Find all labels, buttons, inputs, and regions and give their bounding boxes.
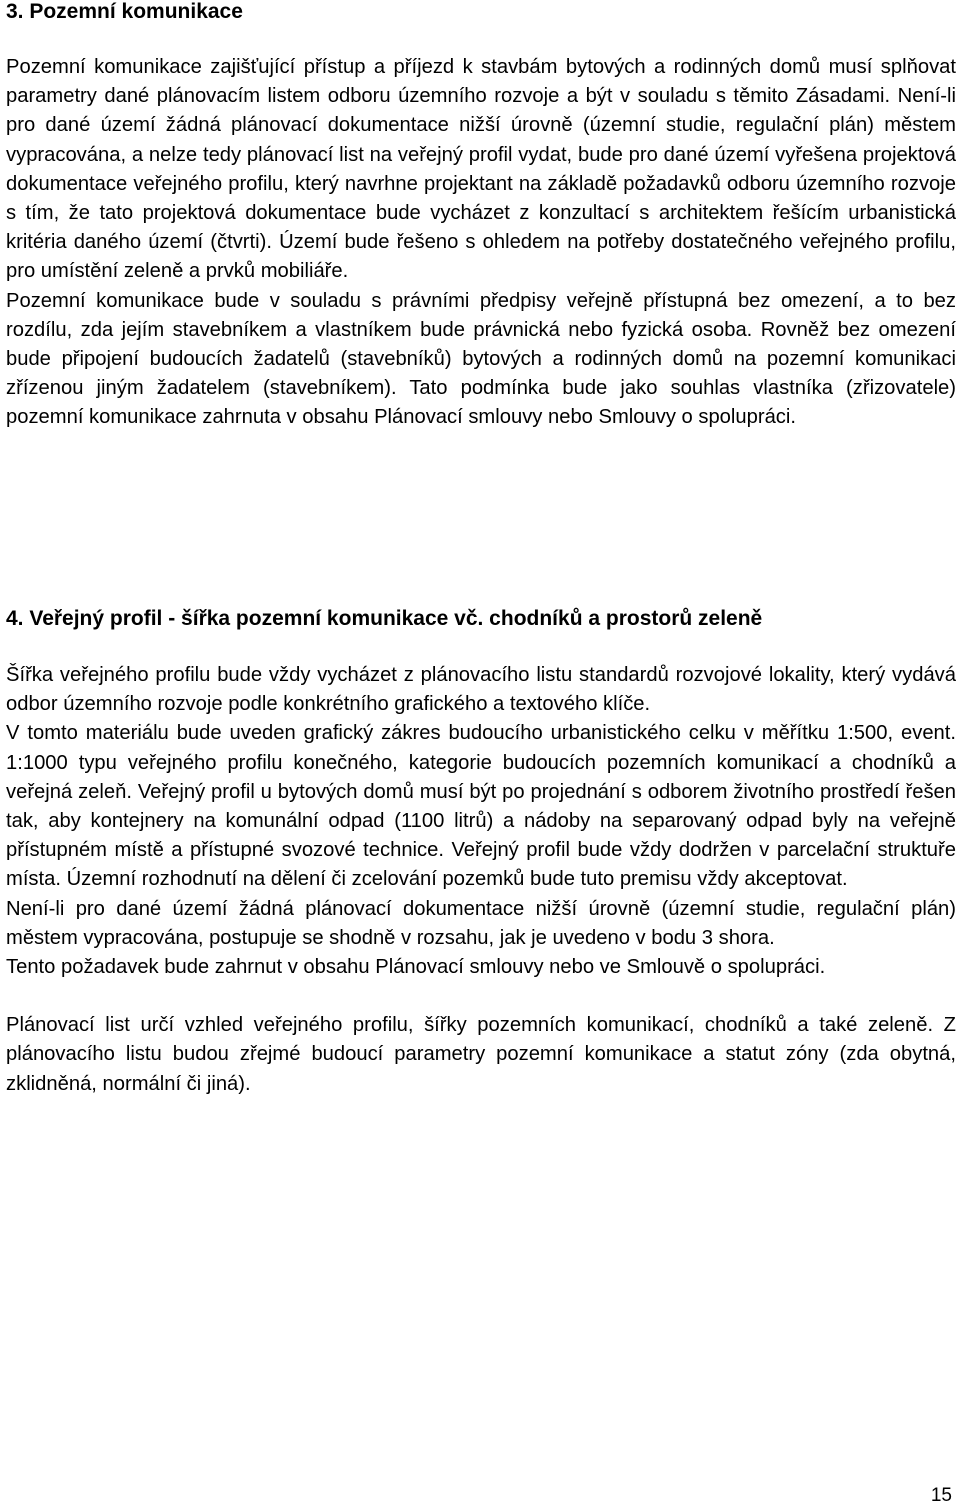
section-3-paragraph-2: Pozemní komunikace bude v souladu s právními předpisy veřejně přístupná bez omezení, a to bez rozdílu, zda jejím stavebníkem a vlastníkem bude právnická nebo fyzická osoba. Rovněž bez omezení bude připojení budoucích žadatelů (stavebníků) bytových a rodinných domů na pozemní komunikaci zřízenou jiným žadatelem (stavebníkem). Tato podmínka bude jako souhlas vlastníka (zřizovatele) pozemní komunikace zahrnuta v obsahu Plánovací smlouvy nebo Smlouvy o spolupráci. bbox=[6, 289, 956, 429]
section-3-body bbox=[6, 53, 956, 433]
section-3-heading: 3. Pozemní komunikace bbox=[6, 0, 243, 23]
section-4-heading: 4. Veřejný profil - šířka pozemní komunikace vč. chodníků a prostorů zeleně bbox=[6, 607, 763, 630]
section-4-paragraph-5: Plánovací list určí vzhled veřejného profilu, šířky pozemních komunikací, chodníků a také zeleně. Z plánovacího listu budou zřejmé budoucí parametry pozemní komunikace a statut zóny (zda obytná, zklidněná, normální či jiná). bbox=[6, 1014, 956, 1095]
page-number: 15 bbox=[930, 1485, 952, 1506]
section-4-paragraph-3: Není-li pro dané území žádná plánovací dokumentace nižší úrovně (územní studie, regulační plán) městem vypracována, postupuje se shodně v rozsahu, jak je uvedeno v bodu 3 shora. bbox=[6, 897, 956, 949]
section-3-paragraph-1: Pozemní komunikace zajišťující přístup a příjezd k stavbám bytových a rodinných domů musí splňovat parametry dané plánovacím listem odboru územního rozvoje a být v souladu s těmito Zásadami. Není-li pro dané území žádná plánovací dokumentace nižší úrovně (územní studie, regulační plán) městem vypracována, a nelze tedy plánovací list na veřejný profil vydat, bude pro dané území vyřešena projektová dokumentace veřejného profilu, který navrhne projektant na základě požadavků odboru územního rozvoje s tím, že tato projektová dokumentace bude vycházet z konzultací s architektem řešícím urbanistická kritéria daného území (čtvrti). Území bude řešeno s ohledem na potřeby dostatečného veřejného profilu, pro umístění zeleně a prvků mobiliáře. bbox=[6, 56, 956, 283]
section-4-body bbox=[6, 661, 956, 1099]
paragraph-spacer bbox=[6, 982, 956, 1011]
section-4-paragraph-2: V tomto materiálu bude uveden grafický zákres budoucího urbanistického celku v měřítku 1:500, event. 1:1000 typu veřejného profilu konečného, kategorie budoucích pozemních komunikací a chodníků a veřejná zeleň. Veřejný profil u bytových domů musí být po projednání s odborem životního prostředí řešen tak, aby kontejnery na komunální odpad (1100 litrů) a nádoby na separovaný odpad byly na veřejně přístupném místě a přístupné svozové technice. Veřejný profil bude vždy dodržen v parcelační struktuře místa. Územní rozhodnutí na dělení či zcelování pozemků bude tuto premisu vždy akceptovat. bbox=[6, 722, 956, 891]
section-4-paragraph-4: Tento požadavek bude zahrnut v obsahu Plánovací smlouvy nebo ve Smlouvě o spolupráci. bbox=[6, 956, 826, 979]
section-4-paragraph-1: Šířka veřejného profilu bude vždy vycházet z plánovacího listu standardů rozvojové lokality, který vydává odbor územního rozvoje podle konkrétního grafického a textového klíče. bbox=[6, 664, 956, 716]
